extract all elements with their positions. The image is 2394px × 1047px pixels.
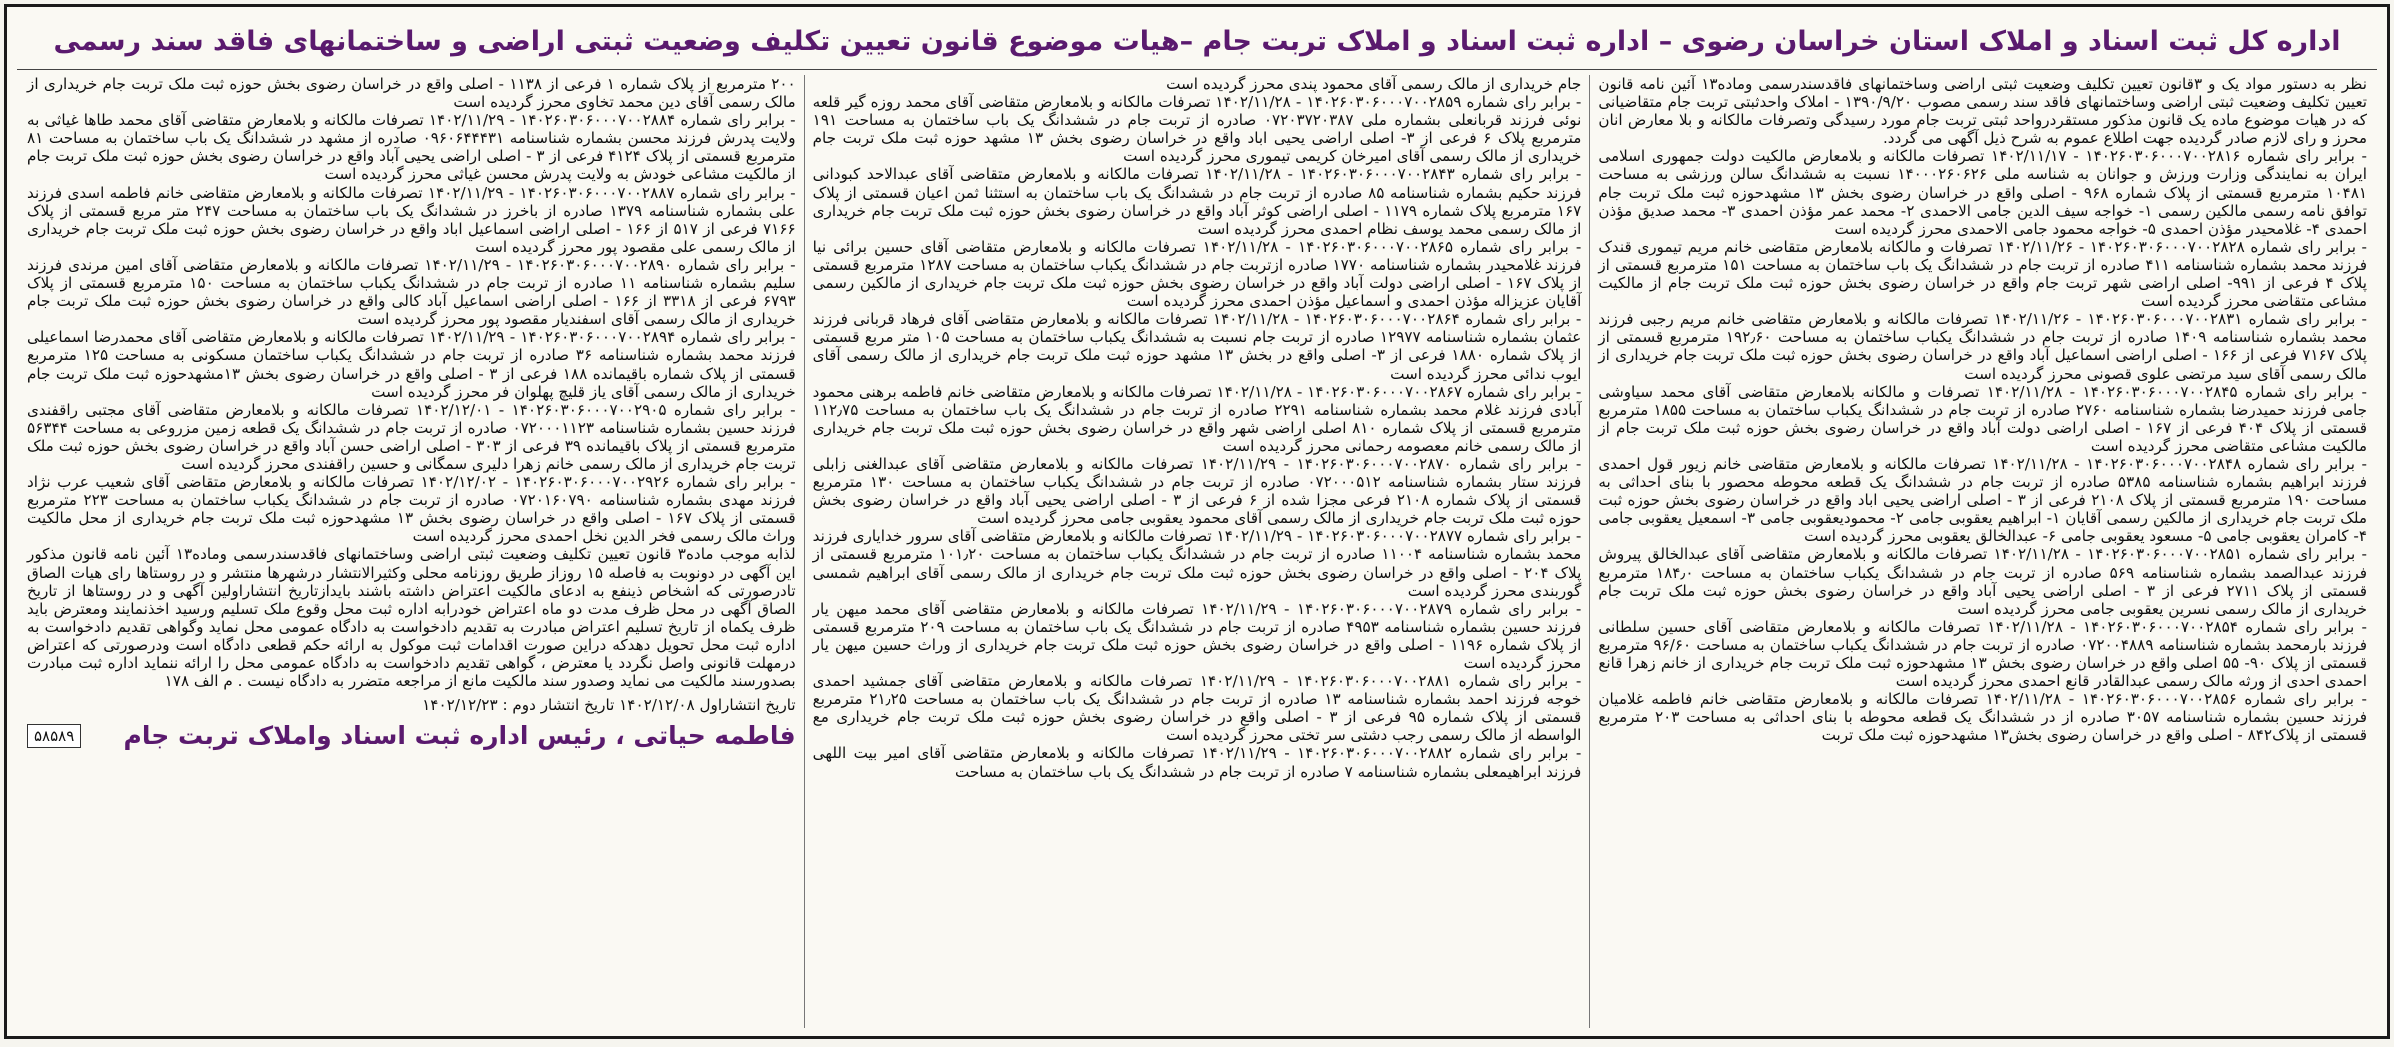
notice-entry: - برابر رای شماره ۱۴۰۲۶۰۳۰۶۰۰۰۷۰۰۲۸۶۵ - ۱۴۰۲/۱۱/۲۸ تصرفات مالکانه و بلامعارض متقاضی آقای حسین برائی نیا فرزند غلامحیدر بشماره شناسنامه ۱۷۷۰ صادره ازتربت جام در ششدانگ یکباب ساختمان به مساحت ۱۲۸۷ مترمربع قسمتی از پلاک ۱۶۷ - اصلی اراضی دولت آباد واقع در خراسان رضوی بخش حوزه ثبت ملک تربت جام خریداری از مالکین رسمی آقایان عزیزاله مؤذن احمدی و اسماعیل مؤذن احمدی محرز گردیده است [812, 237, 1582, 311]
notice-entry: - برابر رای شماره ۱۴۰۲۶۰۳۰۶۰۰۰۷۰۰۲۸۵۴ - ۱۴۰۲/۱۱/۲۸ تصرفات مالکانه و بلامعارض متقاضی آقای حسین سلطانی فرزند بارمحمد بشماره شناسنامه ۰۷۲۰۰۴۸۸۹ صادره از تربت جام در ششدانگ یکباب ساختمان به مساحت ۹۶/۶۰ مترمربع قسمتی از پلاک ۹۰- ۵۵ اصلی واقع در خراسان رضوی بخش ۱۳ مشهدحوزه ثبت ملک تربت جام خریداری از خانم زهرا قانع احمدی احدی از ورثه مالک رسمی عبدالقادر قانع احمدی محرز گردیده است [1598, 617, 2367, 691]
notice-entry: - برابر رای شماره ۱۴۰۲۶۰۳۰۶۰۰۰۷۰۰۲۸۶۴ - ۱۴۰۲/۱۱/۲۸ تصرفات مالکانه و بلامعارض متقاضی آقای فرهاد قربانی فرزند عثمان بشماره شناسنامه ۱۲۹۷۷ صادره از تربت جام نسبت به ششدانگ یکباب ساختمان به مساحت ۱۰۵ متر مربع قسمتی از پلاک شماره ۱۸۸۰ فرعی از ۳- اصلی واقع در بخش ۱۳ مشهد حوزه ثبت ملک تربت جام خریداری از مالک رسمی آقای ایوب ندائی محرز گردیده است [812, 310, 1582, 383]
signature: فاطمه حیاتی ، رئیس اداره ثبت اسناد واملاک تربت جام [123, 721, 796, 751]
notice-entry: لذابه موجب ماده۳ قانون تعیین تکلیف وضعیت ثبتی اراضی وساختمانهای فاقدسندرسمی وماده۱۳ آئین نامه قانون مذکور این آگهی در دونوبت به فاصله ۱۵ روزاز طریق روزنامه محلی وکثیرالانتشار درشهرها منتشر و در روستاها رای هیات الصاق تادرصورتی که اشخاص ذینفع به ادعای مالکیت اعتراض داشته باشند بایدازتاریخ انتشاراولین آگهی و در روستاها از تاریخ الصاق آگهی در محل ظرف مدت دو ماه اعتراض خودرابه اداره ثبت محل وقوع ملک تسلیم ورسید اخذنمایند ومعترض باید ظرف یکماه از تاریخ تسلیم اعتراض مبادرت به تقدیم دادخواست به دادگاه عمومی محل نماید وگواهی تقدیم دادخواست به اداره ثبت محل تحویل دهدکه دراین صورت اقدامات ثبت موکول به ارائه حکم قطعی دادگاه است ودرصورتی که اعتراض درمهلت قانونی واصل نگردد یا معترض ، گواهی تقدیم دادخواست به دادگاه عمومی محل را ارائه ننماید اداره ثبت مبادرت بصدورسند مالکیت می نماید وصدور سند مالکیت مانع از مراجعه متضرر به دادگاه نیست . م الف ۱۷۸ [26, 545, 796, 691]
column-middle [805, 75, 1591, 1028]
notice-entry: - برابر رای شماره ۱۴۰۲۶۰۳۰۶۰۰۰۷۰۰۲۸۶۷ - ۱۴۰۲/۱۱/۲۸ تصرفات مالکانه و بلامعارض متقاضی خانم فاطمه برهنی محمود آبادی فرزند غلام محمد بشماره شناسنامه ۲۲۹۱ صادره از تربت جام در ششدانگ یک باب ساختمان به مساحت ۱۱۲٫۷۵ مترمربع قسمتی از پلاک شماره ۸۱۰ اصلی اراضی شهر واقع در خراسان رضوی بخش حوزه ثبت ملک تربت جام خریداری از مالک رسمی خانم معصومه رحمانی محرز گردیده است [812, 382, 1582, 455]
notice-entry: - برابر رای شماره ۱۴۰۲۶۰۳۰۶۰۰۰۷۰۰۲۸۵۶ - ۱۴۰۲/۱۱/۲۸ تصرفات مالکانه و بلامعارض متقاضی خانم فاطمه غلامیان فرزند حسین بشماره شناسنامه ۳۰۵۷ صادره از در ششدانگ یک قطعه محوطه با بنای احداثی به مساحت ۲۰۳ مترمربع قسمتی از پلاک۸۴۲ - اصلی واقع در خراسان رضوی بخش۱۳ مشهدحوزه ثبت ملک تربت [1598, 690, 2367, 745]
notice-columns [19, 75, 2375, 1028]
publication-dates: تاریخ انتشاراول ۱۴۰۲/۱۲/۰۸ تاریخ انتشار دوم : ۱۴۰۲/۱۲/۲۳ [422, 696, 796, 715]
notice-entry: ۲۰۰ مترمربع از پلاک شماره ۱ فرعی از ۱۱۳۸ - اصلی واقع در خراسان رضوی بخش حوزه ثبت ملک تربت جام خریداری از مالک رسمی آقای دین محمد تخاوی محرز گردیده است [26, 75, 796, 112]
notice-entry: - برابر رای شماره ۱۴۰۲۶۰۳۰۶۰۰۰۷۰۰۲۸۷۹ - ۱۴۰۲/۱۱/۲۹ تصرفات مالکانه و بلامعارض متقاضی آقای محمد میهن یار فرزند حسین بشماره شناسنامه ۴۹۵۳ صادره از تربت جام در ششدانگ یک باب ساختمان به مساحت ۲۰۹ مترمربع قسمتی از پلاک شماره ۱۱۹۶ - اصلی واقع در خراسان رضوی بخش حوزه ثبت ملک تربت جام خریداری از وراث حسین میهن یار محرز گردیده است [812, 599, 1582, 672]
header-divider [17, 69, 2377, 70]
notice-entry: - برابر رای شماره ۱۴۰۲۶۰۳۰۶۰۰۰۷۰۰۲۸۴۳ - ۱۴۰۲/۱۱/۲۸ تصرفات مالکانه و بلامعارض متقاضی آقای عبدالاحد کبودانی فرزند حکیم بشماره شناسنامه ۸۵ صادره از تربت جام در ششدانگ یک باب ساختمان به استثنا ثمن اعیان قسمتی از پلاک ۱۶۷ مترمربع پلاک شماره ۱۱۷۹ - اصلی اراضی کوثر آباد واقع در خراسان رضوی بخش حوزه ثبت ملک تربت جام خریداری از مالک رسمی محمد یوسف نظام احمدی محرز گردیده است [812, 165, 1582, 238]
notice-entry: - برابر رای شماره ۱۴۰۲۶۰۳۰۶۰۰۰۷۰۰۲۸۱۶ - ۱۴۰۲/۱۱/۱۷ تصرفات مالکانه و بلامعارض مالکیت دولت جمهوری اسلامی ایران به نمایندگی وزارت ورزش و جوانان به شناسه ملی ۱۴۰۰۰۲۶۰۶۲۶ نسبت به ششدانگ سالن ورزشی به مساحت ۱۰۴۸۱ مترمربع قسمتی از پلاک شماره ۹۶۸ - اصلی واقع در خراسان رضوی بخش ۱۳ مشهدحوزه ثبت ملک تربت جام توافق نامه رسمی مالکین رسمی ۱- خواجه سیف الدین جامی الاحمدی ۲- محمد عمر مؤذن احمدی ۳- محمد صدیق مؤذن احمدی ۴- غلامحیدر مؤذن احمدی ۵- خواجه محمود جامی الاحمدی محرز گردیده است [1598, 147, 2368, 238]
signature-row [27, 721, 796, 751]
notice-entry: نظر به دستور مواد یک و ۳قانون تعیین تکلیف وضعیت ثبتی اراضی وساختمانهای فاقدسندرسمی وماده۱۳ آئین نامه قانون تعیین تکلیف وضعیت ثبتی اراضی وساختمانهای فاقد سند رسمی مصوب ۱۳۹۰/۹/۲۰ - املاک واحدثبتی تربت جام متقاضیانی که در هیات موضوع ماده یک قانون مذکور مستقردرواحد ثبتی تربت جام مورد رسیدگی وتصرفات مالکانه و بلا معارض انان محرز و رای لازم صادر گردیده جهت اطلاع عموم به شرح ذیل آگهی می گردد. [1598, 75, 2367, 148]
column-right [1590, 75, 2375, 1028]
notice-entry: جام خریداری از مالک رسمی آقای محمود پندی محرز گردیده است [1166, 75, 1582, 93]
notice-entry: - برابر رای شماره ۱۴۰۲۶۰۳۰۶۰۰۰۷۰۰۲۹۲۶ - ۱۴۰۲/۱۲/۰۲ تصرفات مالکانه و بلامعارض متقاضی آقای شعیب عرب نژاد فرزند مهدی بشماره شناسنامه ۰۷۲۰۱۶۰۷۹۰ صادره از تربت جام در ششدانگ یکباب ساختمان به مساحت ۲۲۳ مترمربع قسمتی از پلاک ۱۶۷ - اصلی واقع در خراسان رضوی بخش ۱۳ مشهدحوزه ثبت ملک تربت جام خریداری از محل مالکیت وراث مالک رسمی فخر الدین نخل احمدی محرز گردیده است [26, 473, 796, 546]
notice-entry: - برابر رای شماره ۱۴۰۲۶۰۳۰۶۰۰۰۷۰۰۲۸۴۵ - ۱۴۰۲/۱۱/۲۸ تصرفات و مالکانه بلامعارض متقاضی آقای محمد سیاوشی جامی فرزند حمیدرضا بشماره شناسنامه ۲۷۶۰ صادره از تربت جام در ششدانگ یکباب ساختمان به مساحت ۱۸۵۵ مترمربع قسمتی از پلاک ۴۰۴ فرعی از ۱۶۷ - اصلی اراضی دولت آباد واقع در خراسان رضوی بخش حوزه ثبت ملک تربت جام از مالکیت مشاعی متقاضی محرز گردیده است [1598, 382, 2368, 455]
notice-entry: - برابر رای شماره ۱۴۰۲۶۰۳۰۶۰۰۰۷۰۰۲۸۲۸ - ۱۴۰۲/۱۱/۲۶ تصرفات و مالکانه بلامعارض متقاضی خانم مریم تیموری قندک فرزند محمد بشماره شناسنامه ۴۱۱ صادره از تربت جام در ششدانگ یک باب ساختمان به مساحت ۱۵۱ مترمربع قسمتی از پلاک ۴ فرعی از ۹۹۱- اصلی اراضی شهر تربت جام واقع در خراسان رضوی بخش حوزه ثبت ملک تربت جام از مالکیت مشاعی متقاضی محرز گردیده است [1598, 237, 2368, 311]
notice-entry: - برابر رای شماره ۱۴۰۲۶۰۳۰۶۰۰۰۷۰۰۲۸۹۰ - ۱۴۰۲/۱۱/۲۹ تصرفات مالکانه و بلامعارض متقاضی آقای امین مرندی فرزند سلیم بشماره شناسنامه ۱۱ صادره از تربت جام در ششدانگ یکباب ساختمان به مساحت ۱۵۰ مترمربع قسمتی از پلاک ۶۷۹۳ فرعی از ۳۳۱۸ از ۱۶۶ - اصلی اراضی اسماعیل آباد کالی واقع در خراسان رضوی بخش حوزه ثبت ملک تربت جام خریداری از مالک رسمی آقای اسفندیار مقصود پور محرز گردیده است [26, 255, 796, 329]
notice-entry: - برابر رای شماره ۱۴۰۲۶۰۳۰۶۰۰۰۷۰۰۲۸۵۹ - ۱۴۰۲/۱۱/۲۸ تصرفات مالکانه و بلامعارض متقاضی آقای محمد روزه گیر قلعه نوئی فرزند قربانعلی بشماره ملی ۰۷۲۰۳۷۲۰۳۸۷ صادره از تربت جام در ششدانگ یک باب ساختمان به مساحت ۱۹۱ مترمربع پلاک ۶ فرعی از ۳- اصلی اراضی یحیی اباد واقع در خراسان رضوی بخش ۱۳ مشهد حوزه ثبت ملک تربت جام خریداری از مالک رسمی آقای امیرخان کریمی تیموری محرز گردیده است [812, 93, 1582, 166]
notice-entry: - برابر رای شماره ۱۴۰۲۶۰۳۰۶۰۰۰۷۰۰۲۸۷۰ - ۱۴۰۲/۱۱/۲۹ تصرفات مالکانه و بلامعارض متقاضی آقای عبدالغنی زابلی فرزند ستار بشماره شناسنامه ۰۷۲۰۰۰۵۱۲ صادره از تربت جام در ششدانگ یکباب ساختمان به مساحت ۱۳۰ مترمربع قسمتی از پلاک شماره ۲۱۰۸ فرعی مجزا شده از ۶ فرعی از ۳ - اصلی اراضی یحیی آباد واقع در خراسان رضوی بخش حوزه ثبت ملک تربت جام خریداری از مالک رسمی آقای محمود یعقوبی جامی محرز گردیده است [812, 454, 1582, 528]
notice-entry: - برابر رای شماره ۱۴۰۲۶۰۳۰۶۰۰۰۷۰۰۲۸۸۴ - ۱۴۰۲/۱۱/۲۹ تصرفات مالکانه و بلامعارض متقاضی آقای محمد طاها غیاثی به ولایت پدرش فرزند محسن بشماره شناسنامه ۰۹۶۰۶۴۴۴۳۱ صادره از مشهد در ششدانگ یک باب ساختمان به مساحت ۸۱ مترمربع قسمتی از پلاک ۴۱۲۴ فرعی از ۳ - اصلی اراضی یحیی آباد واقع در خراسان رضوی بخش حوزه ثبت ملک تربت جام از مالکیت مشاعی خودش به ولایت پدرش محسن غیاثی محرز گردیده است [26, 111, 796, 184]
notice-entry: - برابر رای شماره ۱۴۰۲۶۰۳۰۶۰۰۰۷۰۰۲۸۳۱ - ۱۴۰۲/۱۱/۲۶ تصرفات مالکانه و بلامعارض متقاضی خانم مریم رجبی فرزند محمد بشماره شناسنامه ۱۴۰۹ صادره از تربت جام در ششدانگ یکباب ساختمان به مساحت ۱۹۲٫۶۰ مترمربع قسمتی از پلاک ۷۱۶۷ فرعی از ۱۶۶ - اصلی اراضی اسماعیل آباد واقع در خراسان رضوی بخش حوزه ثبت ملک تربت جام خریداری از مالک رسمی آقای سید مرتضی علوی قصونی محرز گردیده است [1598, 310, 2368, 383]
notice-entry: - برابر رای شماره ۱۴۰۲۶۰۳۰۶۰۰۰۷۰۰۲۸۸۷ - ۱۴۰۲/۱۱/۲۹ تصرفات مالکانه و بلامعارض متقاضی خانم فاطمه اسدی فرزند علی بشماره شناسنامه ۱۳۷۹ صادره از باخرز در ششدانگ یک باب ساختمان به مساحت ۲۴۷ متر مربع قسمتی از پلاک ۷۱۶۶ فرعی از ۵۱۷ از ۱۶۶ - اصلی اراضی اسماعیل اباد واقع در خراسان رضوی بخش حوزه ثبت ملک تربت جام خریداری از مالک رسمی علی مقصود پور محرز گردیده است [26, 183, 796, 256]
notice-entry: - برابر رای شماره ۱۴۰۲۶۰۳۰۶۰۰۰۷۰۰۲۹۰۵ - ۱۴۰۲/۱۲/۰۱ تصرفات مالکانه و بلامعارض متقاضی آقای مجتبی راقفندی فرزند حسین بشماره شناسنامه ۰۷۲۰۰۰۱۱۲۳ صادره از تربت جام در ششدانگ یک قطعه زمین مزروعی به مساحت ۵۶۳۴۴ مترمربع قسمتی از پلاک باقیمانده ۳۹ فرعی از ۳۰۳ - اصلی اراضی حسن آباد واقع در خراسان رضوی بخش حوزه ثبت ملک تربت جام خریداری از مالک رسمی خانم زهرا دلیری سمگانی و حسین راقفندی محرز گردیده است [26, 400, 796, 473]
notice-title: اداره کل ثبت اسناد و املاک استان خراسان رضوی – اداره ثبت اسناد و املاک تربت جام –هیات موضوع قانون تعیین تکلیف وضعیت ثبتی اراضی و ساختمانهای فاقد سند رسمی [53, 25, 2341, 57]
notice-header [17, 13, 2377, 69]
notice-code: ۵۸۵۸۹ [27, 724, 81, 748]
notice-entry: - برابر رای شماره ۱۴۰۲۶۰۳۰۶۰۰۰۷۰۰۲۸۷۷ - ۱۴۰۲/۱۱/۲۹ تصرفات مالکانه و بلامعارض متقاضی آقای سرور خدایاری فرزند محمد بشماره شناسنامه ۱۱۰۰۴ صادره از تربت جام در ششدانگ یکباب ساختمان به مساحت ۱۰۱٫۲۰ مترمربع قسمتی از پلاک ۲۰۴ - اصلی واقع در خراسان رضوی بخش حوزه ثبت ملک تربت جام خریداری از مالک رسمی آقای ابراهیم شمسی گوربندی محرز گردیده است [812, 527, 1582, 600]
notice-entry: - برابر رای شماره ۱۴۰۲۶۰۳۰۶۰۰۰۷۰۰۲۸۸۱ - ۱۴۰۲/۱۱/۲۹ تصرفات مالکانه و بلامعارض متقاضی آقای جمشید احمدی خوجه فرزند احمد بشماره شناسنامه ۱۳ صادره از تربت جام در ششدانگ یک باب ساختمان به مساحت ۲۱٫۲۵ مترمربع قسمتی از پلاک شماره ۹۵ فرعی از ۳ - اصلی واقع در خراسان رضوی بخش حوزه ثبت ملک تربت جام خریداری مع الواسطه از مالک رسمی رجب دشتی سر تختی محرز گردیده است [812, 672, 1582, 745]
notice-entry: - برابر رای شماره ۱۴۰۲۶۰۳۰۶۰۰۰۷۰۰۲۸۴۸ - ۱۴۰۲/۱۱/۲۸ تصرفات مالکانه و بلامعارض متقاضی خانم زیور قول احمدی فرزند ابراهیم بشماره شناسنامه ۵۳۸۵ صادره از تربت جام در ششدانگ یک قطعه محوطه محصور با بنای احداثی به مساحت ۱۹۰ مترمربع قسمتی از پلاک ۲۱۰۸ فرعی از ۳ - اصلی اراضی یحیی اباد واقع در خراسان رضوی بخش حوزه ثبت ملک تربت جام خریداری از مالکین رسمی آقایان ۱- ابراهیم یعقوبی جامی ۲- محمودیعقوبی جامی ۳- اسمعیل یعقوبی جامی ۴- کامران یعقوبی جامی ۵- مسعود یعقوبی جامی ۶- عبدالخالق یعقوبی محرز گردیده است [1598, 454, 2368, 546]
notice-page [4, 4, 2390, 1039]
notice-entry: - برابر رای شماره ۱۴۰۲۶۰۳۰۶۰۰۰۷۰۰۲۸۹۴ - ۱۴۰۲/۱۱/۲۹ تصرفات مالکانه و بلامعارض متقاضی آقای محمدرضا اسماعیلی فرزند محمد بشماره شناسنامه ۳۶ صادره از تربت جام در ششدانگ یکباب ساختمان مسکونی به مساحت ۱۲۵ مترمربع قسمتی از پلاک شماره باقیمانده ۱۸۸ فرعی از ۳ - اصلی واقع در خراسان رضوی بخش ۱۳مشهدحوزه ثبت ملک تربت جام خریداری از مالک رسمی آقای یاز قلیچ پهلوان فر محرز گردیده است [26, 328, 796, 401]
column-left-text [27, 75, 796, 690]
column-left [19, 75, 805, 1028]
notice-entry: - برابر رای شماره ۱۴۰۲۶۰۳۰۶۰۰۰۷۰۰۲۸۵۱ - ۱۴۰۲/۱۱/۲۸ تصرفات مالکانه و بلامعارض متقاضی آقای عبدالخالق پیروش فرزند عبدالصمد بشماره شناسنامه ۵۶۹ صادره از تربت جام در ششدانگ یکباب ساختمان به مساحت ۱۸۴٫۰ مترمربع قسمتی از پلاک ۲۷۱۱ فرعی از ۳ - اصلی اراضی یحیی آباد واقع در خراسان رضوی بخش حوزه ثبت ملک تربت جام خریداری از مالک رسمی نسرین یعقوبی جامی محرز گردیده است [1598, 545, 2367, 618]
notice-entry: - برابر رای شماره ۱۴۰۲۶۰۳۰۶۰۰۰۷۰۰۲۸۸۲ - ۱۴۰۲/۱۱/۲۹ تصرفات مالکانه و بلامعارض متقاضی آقای امیر بیت اللهی فرزند ابراهیمعلی بشماره شناسنامه ۷ صادره از تربت جام در ششدانگ یک باب ساختمان به مساحت [812, 744, 1582, 781]
